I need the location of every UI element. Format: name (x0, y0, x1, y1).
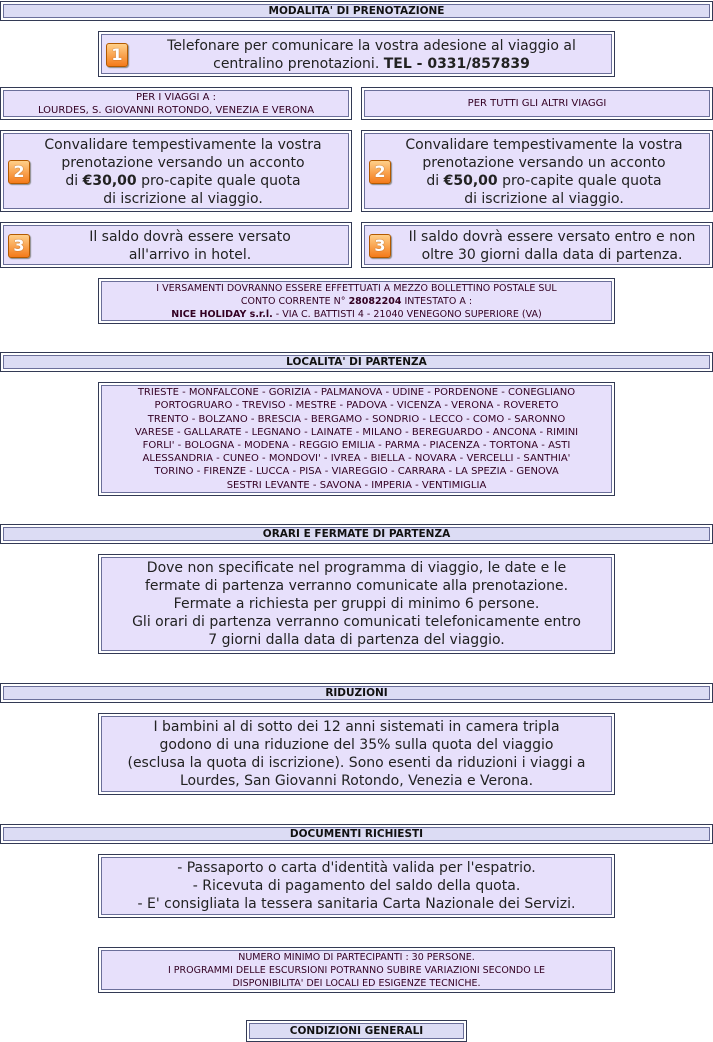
booking-header-text: MODALITA' DI PRENOTAZIONE (268, 5, 445, 17)
places-line: FORLI' - BOLOGNA - MODENA - REGGIO EMILIA - PARMA - PIACENZA - TORTONA - ASTI (142, 440, 571, 451)
step3-right-box (361, 222, 713, 268)
number-three-icon: 3 (369, 234, 391, 258)
phone-number: TEL - 0331/857839 (383, 56, 530, 72)
reductions-header: RIDUZIONI (0, 683, 713, 703)
number-two-icon: 2 (8, 160, 30, 184)
step3-left-box (0, 222, 352, 268)
step1-text: Telefonare per comunicare la vostra adesione al viaggio al centralino prenotazioni. TEL - 0331/857839 (167, 38, 576, 72)
step2-right-box (361, 130, 713, 212)
departure-header: LOCALITA' DI PARTENZA (0, 352, 713, 372)
reductions-box: I bambini al di sotto dei 12 anni sistemati in camera tripla godono di una riduzione del 35% sulla quota del viaggio (esclusa la quota di iscrizione). Sono esenti da riduzioni i viaggi a Lourdes, San Giovanni Rotondo, Venezia e Verona. (98, 713, 615, 795)
right-trips-title: PER TUTTI GLI ALTRI VIAGGI (361, 87, 713, 120)
notice-box: NUMERO MINIMO DI PARTECIPANTI : 30 PERSONE. I PROGRAMMI DELLE ESCURSIONI POTRANNO SUBIRE VARIAZIONI SECONDO LE DISPONIBILITA' DEI LOCALI ED ESIGENZE TECNICHE. (98, 947, 615, 993)
places-line: TRIESTE - MONFALCONE - GORIZIA - PALMANOVA - UDINE - PORDENONE - CONEGLIANO (137, 387, 576, 399)
account-number: 28082204 (348, 295, 402, 307)
step3-right-text: Il saldo dovrà essere versato entro e non oltre 30 giorni dalla data di partenza. (408, 229, 696, 263)
places-line: SESTRI LEVANTE - SAVONA - IMPERIA - VENTIMIGLIA (226, 479, 487, 491)
schedule-box: Dove non specificate nel programma di viaggio, le date e le fermate di partenza verranno comunicate alla prenotazione. Fermate a richiesta per gruppi di minimo 6 persone. Gli orari di partenza verranno comunicati telefonicamente entro 7 giorni dalla data di partenza del viaggio. (98, 554, 615, 654)
step1-box (98, 31, 615, 77)
general-conditions-link[interactable] (246, 1020, 467, 1042)
number-three-icon: 3 (8, 234, 30, 258)
step2-left-box (0, 130, 352, 212)
places-line: ALESSANDRIA - CUNEO - MONDOVI' - IVREA - BIELLA - NOVARA - VERCELLI - SANTHIA' (142, 453, 571, 465)
left-trips-title: PER I VIAGGI A : LOURDES, S. GIOVANNI ROTONDO, VENEZIA E VERONA (0, 87, 352, 120)
deposit-amount: €30,00 (82, 173, 137, 189)
company-name: NICE HOLIDAY s.r.l. (171, 308, 273, 320)
step2-left-text: Convalidare tempestivamente la vostra prenotazione versando un acconto di €30,00 pro-capite quale quota di iscrizione al viaggio. (44, 137, 322, 207)
places-line: PORTOGRUARO - TREVISO - MESTRE - PADOVA - VICENZA - VERONA - ROVERETO (154, 400, 559, 412)
general-conditions-label: CONDIZIONI GENERALI (289, 1025, 424, 1037)
documents-box: - Passaporto o carta d'identità valida per l'espatrio. - Ricevuta di pagamento del saldo della quota. - E' consigliata la tessera sanitaria Carta Nazionale dei Servizi. (98, 854, 615, 918)
places-line: VARESE - GALLARATE - LEGNANO - LAINATE - MILANO - BEREGUARDO - ANCONA - RIMINI (134, 426, 579, 438)
places-line: TORINO - FIRENZE - LUCCA - PISA - VIAREGGIO - CARRARA - LA SPEZIA - GENOVA (154, 466, 559, 478)
step2-right-text: Convalidare tempestivamente la vostra prenotazione versando un acconto di €50,00 pro-capite quale quota di iscrizione al viaggio. (405, 137, 683, 207)
places-line: TRENTO - BOLZANO - BRESCIA - BERGAMO - SONDRIO - LECCO - COMO - SARONNO (147, 413, 566, 425)
documents-header: DOCUMENTI RICHIESTI (0, 824, 713, 844)
step3-left-text: Il saldo dovrà essere versato all'arrivo in hotel. (89, 229, 291, 263)
departure-places-list (98, 382, 615, 496)
booking-header (0, 1, 713, 21)
deposit-amount: €50,00 (443, 173, 498, 189)
number-two-icon: 2 (369, 160, 391, 184)
schedule-header: ORARI E FERMATE DI PARTENZA (0, 524, 713, 544)
number-one-icon: 1 (106, 43, 128, 67)
payment-info: I VERSAMENTI DOVRANNO ESSERE EFFETTUATI A MEZZO BOLLETTINO POSTALE SUL CONTO CORRENTE N° 28082204 INTESTATO A : NICE HOLIDAY s.r.l. - VIA C. BATTISTI 4 - 21040 VENEGONO SUPERIORE (VA) (98, 278, 615, 324)
